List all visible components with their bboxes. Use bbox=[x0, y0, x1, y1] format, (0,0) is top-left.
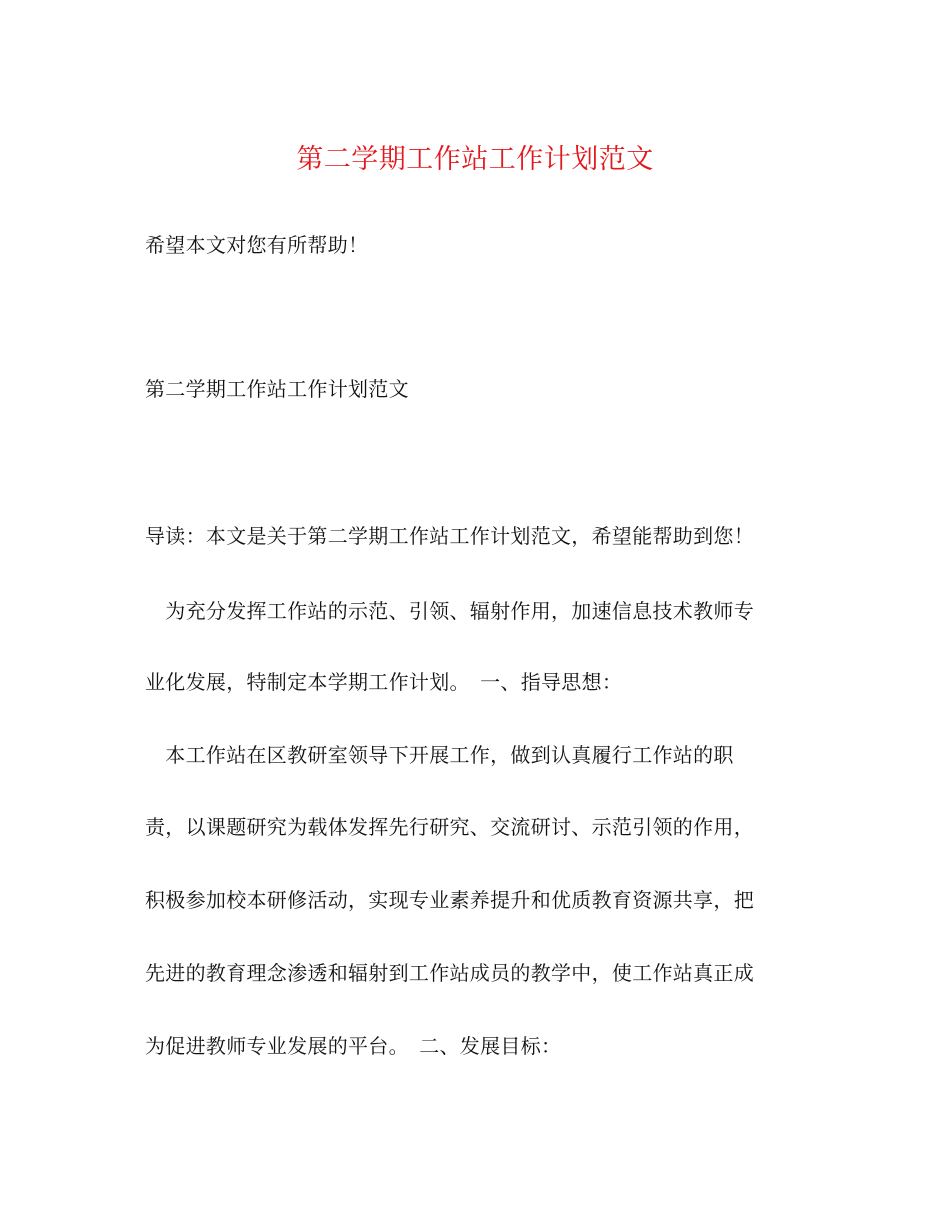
subtitle-line: 第二学期工作站工作计划范文 bbox=[145, 377, 409, 401]
body-line: 本工作站在区教研室领导下开展工作，做到认真履行工作站的职 bbox=[145, 743, 734, 767]
guide-line: 导读：本文是关于第二学期工作站工作计划范文，希望能帮助到您！ bbox=[145, 524, 754, 548]
body-line: 为充分发挥工作站的示范、引领、辐射作用，加速信息技术教师专 bbox=[145, 599, 754, 623]
body-line: 先进的教育理念渗透和辐射到工作站成员的教学中，使工作站真正成 bbox=[145, 961, 754, 985]
body-line: 业化发展，特制定本学期工作计划。 一、指导思想： bbox=[145, 670, 623, 694]
intro-line: 希望本文对您有所帮助！ bbox=[145, 233, 369, 257]
body-line: 责，以课题研究为载体发挥先行研究、交流研讨、示范引领的作用， bbox=[145, 815, 754, 839]
body-line: 积极参加校本研修活动，实现专业素养提升和优质教育资源共享，把 bbox=[145, 888, 754, 912]
body-line: 为促进教师专业发展的平台。 二、发展目标： bbox=[145, 1034, 562, 1058]
document-title: 第二学期工作站工作计划范文 bbox=[296, 144, 654, 175]
